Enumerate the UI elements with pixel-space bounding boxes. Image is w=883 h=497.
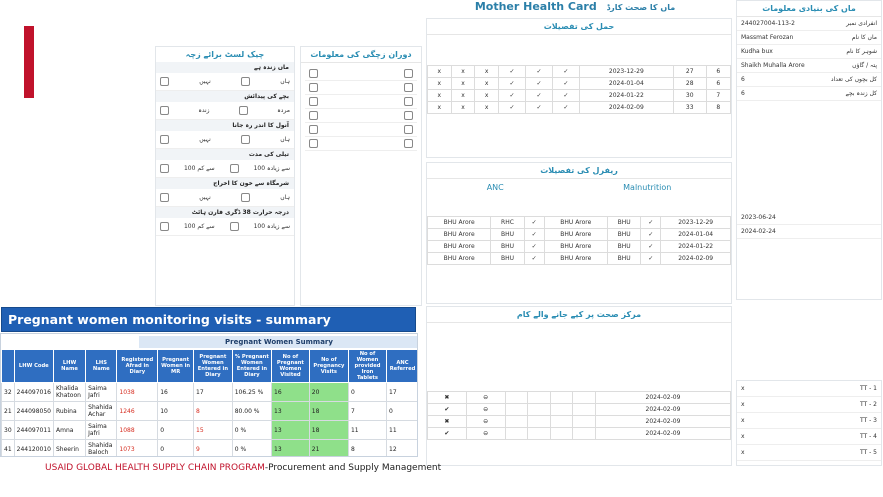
mother-info-value: Shaikh Muhalla Arore [741,62,805,69]
mother-info-row [737,45,881,59]
cell [573,416,596,428]
date-cell: 2024-02-09 [579,102,673,114]
answer-label: سے زیادہ 100 [253,223,290,230]
checklist-answer-row [156,73,294,91]
mark-cell: x [451,66,475,78]
date-cell: 2024-02-09 [661,253,731,265]
checkbox[interactable] [309,111,318,120]
checkbox[interactable] [230,222,239,231]
table-row [2,402,419,421]
table-row [428,90,731,102]
mother-info-row [737,31,881,45]
checklist-question: ماں زندہ ہے [156,62,294,73]
anc-cell: 11 [387,421,418,440]
place-cell: BHU [607,229,640,241]
mark-cell: x [428,66,452,78]
code-cell: 244097016 [14,383,53,402]
mark-cell: x [428,78,452,90]
table-row [428,66,731,78]
table-row [428,253,731,265]
status-icon: ⊖ [466,428,505,440]
answer-label: نہیں [199,136,211,143]
cell [573,392,596,404]
tt-row [737,445,881,461]
pct-cell: 80.00 % [232,402,271,421]
lhw-cell: Rubina [54,402,86,421]
checklist-answer-row [156,160,294,178]
answer-label: سے زیادہ 100 [253,165,290,172]
checklist-title: چیک لسٹ برائے زچہ [185,50,265,59]
afrad-cell: 1088 [117,421,158,440]
checkbox[interactable] [404,69,413,78]
mark-cell: ✓ [552,102,579,114]
no-cell: 6 [706,66,730,78]
mother-info-panel [736,0,882,300]
mark-cell: ✓ [525,66,552,78]
pregnancy-table [427,65,731,114]
checkbox[interactable] [241,77,250,86]
mr-cell: 16 [158,383,194,402]
visit-title: مرکز صحت پر کیے جانے والے کام [427,307,731,323]
checkbox[interactable] [309,125,318,134]
age-cell: 27 [673,66,706,78]
table-row [428,416,731,428]
mother-info-value: Massmat Ferozan [741,34,794,41]
prefix-cell: 32 [2,383,15,402]
tt-rows [737,381,881,461]
checkbox[interactable] [309,83,318,92]
checklist-panel [155,46,295,306]
tt-row [737,429,881,445]
column-header: No of Pregnant Women Visited [272,350,310,383]
mark-cell: ✓ [525,90,552,102]
cell [573,428,596,440]
checkbox[interactable] [160,222,169,231]
table-row [428,78,731,90]
summary-table [1,349,418,457]
visited-cell: 16 [272,383,310,402]
date-cell: 2023-12-29 [661,217,731,229]
visit-panel [426,306,732,466]
mr-cell: 10 [158,402,194,421]
mother-info-value: 6 [741,90,745,97]
entered-cell: 17 [194,383,233,402]
age-cell: 33 [673,102,706,114]
checkbox[interactable] [241,193,250,202]
mother-info-row [737,17,881,31]
mark-cell: ✓ [552,78,579,90]
cell [528,416,551,428]
prefix-cell: 41 [2,440,15,458]
visited-cell: 13 [272,440,310,458]
visited-cell: 13 [272,421,310,440]
answer-label: نہیں [199,194,211,201]
table-row [428,241,731,253]
no-cell: 7 [706,90,730,102]
status-icon: ✔ [428,404,467,416]
mark-cell: x [428,102,452,114]
pct-cell: 0 % [232,421,271,440]
pregnancy-panel [426,18,732,158]
delivery-row [305,81,417,95]
answer-label: ہاں [280,78,290,85]
title-en: Mother Health Card [474,0,597,13]
visits-cell: 21 [309,440,348,458]
no-cell: 8 [706,102,730,114]
pct-cell: 106.25 % [232,383,271,402]
mark-cell: x [428,90,452,102]
status-icon: ✖ [428,416,467,428]
tt-panel [736,380,882,466]
tt-label: TT - 2 [859,401,877,408]
afrad-cell: 1038 [117,383,158,402]
mark-cell: ✓ [641,229,661,241]
answer-label: ہاں [280,136,290,143]
hospital-cell: BHU Arore [428,229,491,241]
mark-cell: ✓ [525,78,552,90]
column-header: LHS Name [86,350,117,383]
checklist-rows [156,62,294,236]
lmp-date: 2023-06-24 [741,214,776,221]
anc-cell: 12 [387,440,418,458]
answer-label: سے کم 100 [183,165,215,172]
delivery-row [305,67,417,81]
table-row [428,102,731,114]
summary-header: Pregnant women monitoring visits - summary [1,307,416,332]
checkbox[interactable] [160,193,169,202]
referral-title: ریفرل کی تفصیلات [427,163,731,179]
mark-cell: x [451,78,475,90]
tt-mark: x [741,385,745,392]
prefix-cell: 30 [2,421,15,440]
checkbox[interactable] [404,125,413,134]
checkbox[interactable] [309,139,318,148]
date-cell: 2024-02-09 [595,428,730,440]
checklist-question: شرمگاہ سے خون کا اخراج [156,178,294,189]
summary-panel [0,333,418,457]
iron-cell: 11 [348,421,386,440]
checkbox[interactable] [160,135,169,144]
table-row [428,229,731,241]
mark-cell: ✓ [499,78,526,90]
table-row [428,428,731,440]
column-header: Pregnant Women in MR [158,350,194,383]
checklist-answer-row [156,218,294,236]
malnutrition-label: Malnutrition [623,183,672,192]
mark-cell: ✓ [524,253,544,265]
column-header: Registered Afrad in Diary [117,350,158,383]
cell [528,404,551,416]
mark-cell: x [475,78,499,90]
checkbox[interactable] [239,106,248,115]
title-ur: ماں کا صحت کارڈ [606,3,676,12]
checkbox[interactable] [404,139,413,148]
afrad-cell: 1246 [117,402,158,421]
lhw-cell: Amna [54,421,86,440]
pct-cell: 0 % [232,440,271,458]
date-cell: 2023-12-29 [579,66,673,78]
status-icon: ⊖ [466,392,505,404]
cell [528,392,551,404]
mark-cell: x [451,90,475,102]
lmp-row [737,211,881,225]
mark-cell: ✓ [525,102,552,114]
hospital-cell: BHU Arore [428,241,491,253]
column-header: % Pregnant Women Entered in Diary [232,350,271,383]
tt-mark: x [741,401,745,408]
checkbox[interactable] [241,135,250,144]
mother-info-rows [737,17,881,101]
prefix-cell: 21 [2,402,15,421]
place-cell: RHC [491,217,524,229]
cell [505,416,528,428]
tt-mark: x [741,417,745,424]
column-header: ANC Referred [387,350,418,383]
hospital-cell: BHU Arore [544,229,607,241]
visits-cell: 18 [309,421,348,440]
mother-info-row [737,59,881,73]
delivery-title: دوران زچگی کی معلومات [301,47,421,63]
mother-info-label: پتہ / گاؤں [852,62,877,69]
entered-cell: 15 [194,421,233,440]
checkbox[interactable] [404,83,413,92]
date-cell: 2024-02-09 [595,416,730,428]
cell [573,404,596,416]
mother-info-title: ماں کی بنیادی معلومات [737,1,881,17]
edd-date: 2024-02-24 [741,228,776,235]
cell [505,404,528,416]
column-header: No of Women provided Iron Tablets [348,350,386,383]
footer-brand: USAID GLOBAL HEALTH SUPPLY CHAIN PROGRAM [45,463,265,473]
tt-row [737,413,881,429]
mother-health-card-title [430,0,720,13]
mother-info-value: Kudha bux [741,48,773,55]
iron-cell: 8 [348,440,386,458]
checklist-question: بچے کی پیدائش [156,91,294,102]
place-cell: BHU [491,241,524,253]
answer-label: سے کم 100 [183,223,215,230]
mark-cell: ✓ [524,217,544,229]
status-icon: ✖ [428,392,467,404]
mark-cell: ✓ [524,229,544,241]
iron-cell: 7 [348,402,386,421]
mother-info-value: 6 [741,76,745,83]
table-row [2,383,419,402]
delivery-panel [300,46,422,306]
place-cell: BHU [607,217,640,229]
mother-info-label: کل بچوں کی تعداد [830,76,877,83]
anc-cell: 0 [387,402,418,421]
table-row [428,392,731,404]
checkbox[interactable] [230,164,239,173]
mother-info-row [737,73,881,87]
code-cell: 244097011 [14,421,53,440]
tt-label: TT - 5 [859,449,877,456]
tt-row [737,381,881,397]
cell [550,428,573,440]
column-header: LHW Name [54,350,86,383]
checklist-answer-row [156,102,294,120]
entered-cell: 8 [194,402,233,421]
checkbox[interactable] [404,97,413,106]
answer-label: ہاں [280,194,290,201]
delivery-row [305,137,417,151]
mark-cell: ✓ [552,66,579,78]
anc-label: ANC [486,183,504,192]
no-cell: 6 [706,78,730,90]
cell [528,428,551,440]
tt-mark: x [741,449,745,456]
hospital-cell: BHU Arore [428,217,491,229]
place-cell: BHU [491,229,524,241]
anc-cell: 17 [387,383,418,402]
hospital-cell: BHU Arore [544,253,607,265]
referral-panel [426,162,732,304]
delivery-row [305,123,417,137]
pregnancy-title: حمل کی تفصیلات [427,19,731,35]
answer-label: نہیں [199,78,211,85]
mother-info-label: کل زندہ بچے [845,90,877,97]
date-cell: 2024-01-04 [579,78,673,90]
status-icon: ⊖ [466,416,505,428]
cell [505,392,528,404]
checklist-question: آنول کا اندر رہ جانا [156,120,294,131]
mark-cell: ✓ [499,66,526,78]
cell [550,404,573,416]
answer-label: مردہ [277,107,290,114]
checkbox[interactable] [160,106,169,115]
hospital-cell: BHU Arore [544,217,607,229]
mark-cell: x [475,66,499,78]
mark-cell: ✓ [641,241,661,253]
entered-cell: 9 [194,440,233,458]
footer [45,463,441,473]
lhs-cell: Saima Jafri [86,421,117,440]
cell [550,392,573,404]
tt-label: TT - 1 [859,385,877,392]
footer-rest: -Procurement and Supply Management [264,463,442,473]
visited-cell: 13 [272,402,310,421]
lhw-cell: Sheerin [54,440,86,458]
edd-row [737,225,881,239]
column-header: LHW Code [14,350,53,383]
checkbox[interactable] [160,77,169,86]
lhs-cell: Shahida Baloch [86,440,117,458]
checklist-question: تیلی کی مدت [156,149,294,160]
mark-cell: ✓ [524,241,544,253]
visit-table [427,391,731,440]
code-cell: 244120010 [14,440,53,458]
place-cell: BHU [607,253,640,265]
table-row [2,440,419,458]
tt-label: TT - 3 [859,417,877,424]
mark-cell: ✓ [499,90,526,102]
age-cell: 30 [673,90,706,102]
mark-cell: ✓ [641,253,661,265]
date-cell: 2024-01-22 [661,241,731,253]
checklist-answer-row [156,131,294,149]
mark-cell: x [451,102,475,114]
mark-cell: x [475,102,499,114]
column-header: No of Pregnancy Visits [309,350,348,383]
mother-info-label: ماں کا نام [851,34,877,41]
mr-cell: 0 [158,440,194,458]
mark-cell: ✓ [552,90,579,102]
mark-cell: ✓ [641,217,661,229]
checkbox[interactable] [160,164,169,173]
visits-cell: 18 [309,402,348,421]
table-row [2,421,419,440]
age-cell: 28 [673,78,706,90]
referral-table [427,216,731,265]
table-row [428,217,731,229]
afrad-cell: 1073 [117,440,158,458]
mother-info-label: شوہر کا نام [846,48,877,55]
mother-info-row [737,87,881,101]
visits-cell: 20 [309,383,348,402]
place-cell: BHU [491,253,524,265]
checklist-question: درجہ حرارت 38 ڈگری فارن ہائٹ [156,207,294,218]
tt-row [737,397,881,413]
lhs-cell: Saima Jafri [86,383,117,402]
delivery-row [305,95,417,109]
checkbox[interactable] [309,97,318,106]
mr-cell: 0 [158,421,194,440]
date-cell: 2024-01-04 [661,229,731,241]
iron-cell: 0 [348,383,386,402]
tt-label: TT - 4 [859,433,877,440]
date-cell: 2024-01-22 [579,90,673,102]
cell [505,428,528,440]
lhs-cell: Shahida Achar [86,402,117,421]
checkbox[interactable] [309,69,318,78]
answer-label: زندہ [198,107,210,114]
table-row [428,404,731,416]
checklist-answer-row [156,189,294,207]
date-cell: 2024-02-09 [595,392,730,404]
summary-title: Pregnant Women Summary [139,336,418,348]
cell [550,416,573,428]
checkbox[interactable] [404,111,413,120]
lhw-cell: Khalida Khatoon [54,383,86,402]
column-header: Pregnant Women Entered in Diary [194,350,233,383]
code-cell: 244098050 [14,402,53,421]
mark-cell: x [475,90,499,102]
date-cell: 2024-02-09 [595,404,730,416]
place-cell: BHU [607,241,640,253]
mother-info-value: 244027004-113-2 [741,20,795,27]
prefix-column [2,350,15,383]
delivery-row [305,109,417,123]
mother-info-label: انفرادی نمبر [846,20,877,27]
status-icon: ⊖ [466,404,505,416]
brand-red-bar [24,26,34,98]
hospital-cell: BHU Arore [544,241,607,253]
hospital-cell: BHU Arore [428,253,491,265]
mark-cell: ✓ [499,102,526,114]
tt-mark: x [741,433,745,440]
status-icon: ✔ [428,428,467,440]
